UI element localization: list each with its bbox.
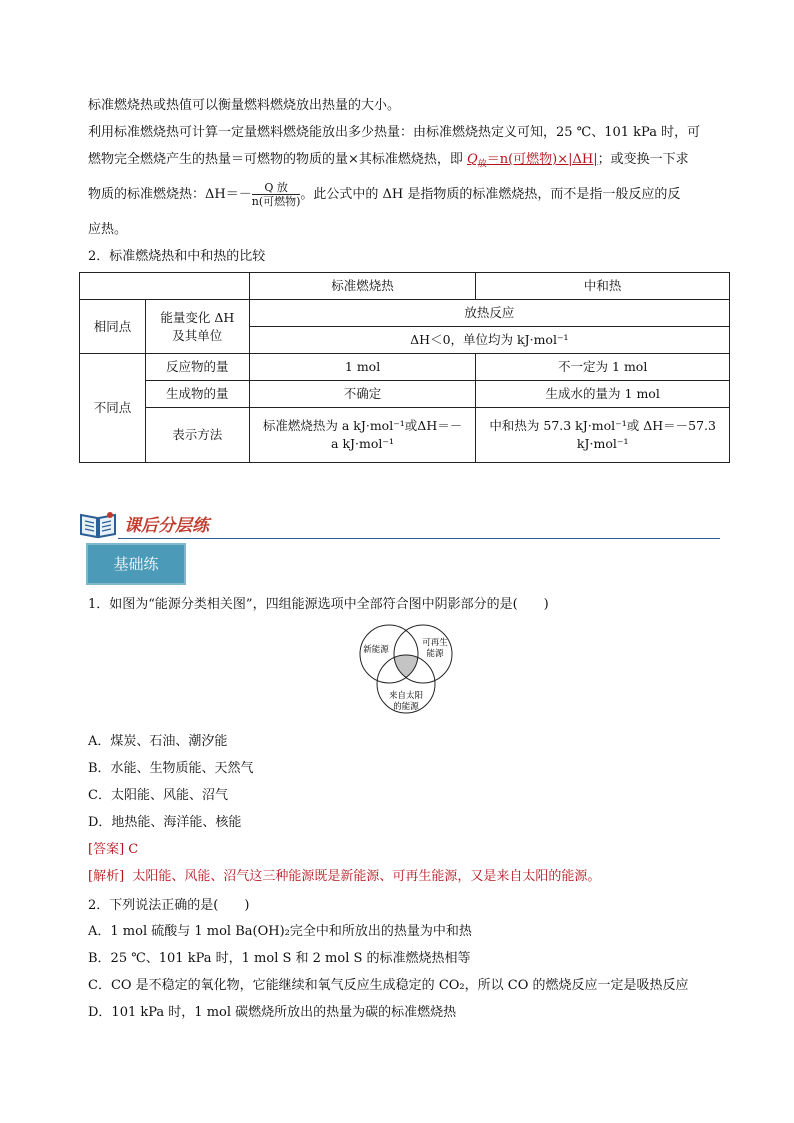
fraction-formula: $\frac{\text{Q 放}}{\text{n(可燃物)}}$ xyxy=(251,181,301,208)
comparison-table xyxy=(79,272,730,463)
intro-line-1: 标准燃烧热或热值可以衡量燃料燃烧放出热量的大小。 xyxy=(88,98,401,113)
q1-option-a: A．煤炭、石油、潮汐能 xyxy=(88,734,228,749)
table-cell: 不一定为 1 mol xyxy=(476,354,730,381)
section-header xyxy=(78,507,720,541)
row-label: 反应物的量 xyxy=(145,354,249,381)
q2-option-b: B．25 ℃、101 kPa 时，1 mol S 和 2 mol S 的标准燃烧热相等 xyxy=(88,951,471,966)
q1-answer: [答案] C xyxy=(88,842,139,857)
venn-label-renewable-1: 可再生 xyxy=(422,638,448,648)
q2-option-a: A．1 mol 硫酸与 1 mol Ba(OH)₂完全中和所放出的热量为中和热 xyxy=(88,924,472,939)
level-badge: 基础练 xyxy=(86,543,186,585)
table-row xyxy=(80,408,730,463)
table-cell: 生成水的量为 1 mol xyxy=(476,381,730,408)
energy-label: 能量变化 ΔH 及其单位 xyxy=(145,300,249,354)
q1-option-c: C．太阳能、风能、沼气 xyxy=(88,788,228,803)
table-header-row xyxy=(80,273,730,300)
table-cell: 1 mol xyxy=(249,354,476,381)
intro-line-3: 燃物完全燃烧产生的热量＝可燃物的物质的量×其标准燃烧热，即 $Q_放=n$(可燃物)×|ΔH|；或变换一下求 xyxy=(88,152,689,170)
venn-diagram xyxy=(353,618,463,723)
intro-line-5: 应热。 xyxy=(88,222,128,237)
venn-label-new: 新能源 xyxy=(363,645,389,655)
col-neutralization-heat: 中和热 xyxy=(476,273,730,300)
table-row xyxy=(80,354,730,381)
venn-label-renewable-2: 能源 xyxy=(426,649,444,659)
table-row xyxy=(80,381,730,408)
q2-option-d: D．101 kPa 时，1 mol 碳燃烧所放出的热量为碳的标准燃烧热 xyxy=(88,1005,457,1020)
row-label: 表示方法 xyxy=(145,408,249,463)
table-row xyxy=(80,300,730,327)
q1-analysis: [解析] 太阳能、风能、沼气这三种能源既是新能源、可再生能源，又是来自太阳的能源。 xyxy=(88,869,601,884)
venn-label-solar-2: 的能源 xyxy=(393,702,419,712)
comparison-heading: 2．标准燃烧热和中和热的比较 xyxy=(88,249,266,264)
unit-cell: ΔH＜0，单位均为 kJ·mol⁻¹ xyxy=(249,327,729,354)
table-cell: 中和热为 57.3 kJ·mol⁻¹或 ΔH＝－57.3 kJ·mol⁻¹ xyxy=(476,408,730,463)
book-icon xyxy=(78,509,118,541)
table-cell: 不确定 xyxy=(249,381,476,408)
venn-label-solar-1: 来自太阳 xyxy=(388,691,424,701)
table-cell: 标准燃烧热为 a kJ·mol⁻¹或ΔH＝－ a kJ·mol⁻¹ xyxy=(249,408,476,463)
intro-line-2: 利用标准燃烧热可计算一定量燃料燃烧能放出多少热量：由标准燃烧热定义可知，25 ℃、101 kPa 时，可 xyxy=(88,125,701,140)
q1-option-d: D．地热能、海洋能、核能 xyxy=(88,815,242,830)
section-rule xyxy=(118,538,720,540)
q2-option-c: C．CO 是不稳定的氧化物，它能继续和氧气反应生成稳定的 CO₂，所以 CO 的燃烧反应一定是吸热反应 xyxy=(88,978,689,993)
section-title: 课后分层练 xyxy=(124,516,209,536)
same-label: 相同点 xyxy=(80,300,146,354)
intro-line-4: 物质的标准燃烧热：ΔH＝－ $\frac{\text{Q 放}}{\text{n(可燃物)}}$ 。此公式中的 ΔH 是指物质的标准燃烧热，而不是指一般反应的反 xyxy=(88,181,681,208)
q1-stem: 1．如图为“能源分类相关图”，四组能源选项中全部符合图中阴影部分的是( ) xyxy=(88,597,549,612)
exothermic-cell: 放热反应 xyxy=(249,300,729,327)
col-standard-combustion-heat: 标准燃烧热 xyxy=(249,273,476,300)
row-label: 生成物的量 xyxy=(145,381,249,408)
q1-option-b: B．水能、生物质能、天然气 xyxy=(88,761,254,776)
heat-formula: $Q_放=n$(可燃物)×|ΔH| xyxy=(467,152,598,170)
q2-stem: 2．下列说法正确的是( ) xyxy=(88,898,250,913)
diff-label: 不同点 xyxy=(80,354,146,463)
